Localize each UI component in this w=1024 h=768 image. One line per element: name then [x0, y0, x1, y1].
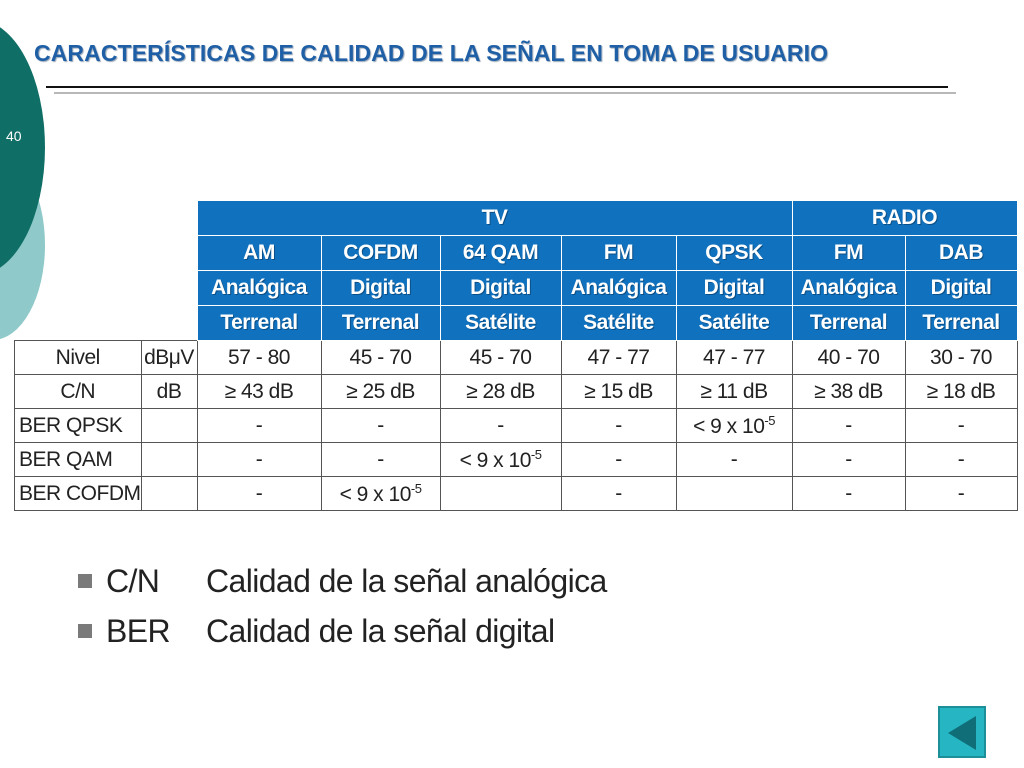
exponent: -5 — [530, 446, 542, 462]
table-row — [15, 443, 1018, 477]
table-cell: ≥ 11 dB — [676, 375, 792, 409]
table-cell: - — [905, 477, 1017, 511]
table-cell: ≥ 43 dB — [197, 375, 321, 409]
group-header-radio: RADIO — [792, 201, 1017, 236]
column-header-type: Analógica — [561, 271, 676, 306]
column-header-type: Digital — [676, 271, 792, 306]
table-cell-ber: < 9 x $10^{-5}$ — [440, 443, 561, 477]
table-cell: - — [676, 443, 792, 477]
legend-list — [78, 556, 607, 656]
column-header-medium: Satélite — [440, 306, 561, 341]
row-unit — [141, 443, 197, 477]
column-header-medium: Terrenal — [197, 306, 321, 341]
table-cell: - — [197, 409, 321, 443]
column-header-medium: Terrenal — [792, 306, 905, 341]
column-header-type: Digital — [321, 271, 440, 306]
table-cell: 40 - 70 — [792, 341, 905, 375]
table-cell: - — [321, 409, 440, 443]
slide-title: CARACTERÍSTICAS DE CALIDAD DE LA SEÑAL EN TOMA DE USUARIO — [34, 40, 829, 66]
table-cell: - — [197, 477, 321, 511]
row-unit — [141, 477, 197, 511]
table-cell: - — [792, 443, 905, 477]
column-header-standard: FM — [792, 236, 905, 271]
column-header-standard: QPSK — [676, 236, 792, 271]
table-cell: 47 - 77 — [676, 341, 792, 375]
table-cell: - — [440, 409, 561, 443]
column-header-standard: FM — [561, 236, 676, 271]
list-item — [78, 556, 607, 606]
table-row — [15, 341, 1018, 375]
row-label: Nivel — [15, 341, 142, 375]
group-header-tv: TV — [197, 201, 792, 236]
title-divider-shadow — [54, 92, 956, 94]
exponent: -5 — [410, 480, 422, 496]
exponent: -5 — [764, 412, 775, 428]
row-unit: dBμV — [141, 341, 197, 375]
table-cell: - — [561, 477, 676, 511]
column-header-medium: Satélite — [676, 306, 792, 341]
table-cell: - — [561, 443, 676, 477]
table-cell: ≥ 38 dB — [792, 375, 905, 409]
signal-quality-table — [14, 200, 1018, 511]
square-bullet-icon — [78, 574, 92, 588]
bullet-term: C/N — [106, 562, 160, 599]
table-cell-ber: < 9 x $10^{-5}$ — [321, 477, 440, 511]
column-header-medium: Satélite — [561, 306, 676, 341]
table-corner — [15, 201, 198, 236]
table-cell: - — [792, 409, 905, 443]
column-header-standard: COFDM — [321, 236, 440, 271]
title-divider — [46, 86, 948, 88]
table-cell: - — [561, 409, 676, 443]
list-item — [78, 606, 607, 656]
table-cell: 45 - 70 — [321, 341, 440, 375]
table-row — [15, 375, 1018, 409]
table-row — [15, 477, 1018, 511]
table-cell: 57 - 80 — [197, 341, 321, 375]
row-label: C/N — [15, 375, 142, 409]
row-unit: dB — [141, 375, 197, 409]
column-header-type: Analógica — [197, 271, 321, 306]
bullet-term: BER — [106, 612, 170, 649]
table-cell: - — [792, 477, 905, 511]
table-cell — [440, 477, 561, 511]
table-cell: - — [321, 443, 440, 477]
column-header-type: Analógica — [792, 271, 905, 306]
table-cell: ≥ 18 dB — [905, 375, 1017, 409]
table-cell: ≥ 25 dB — [321, 375, 440, 409]
column-header-medium: Terrenal — [905, 306, 1017, 341]
column-header-medium: Terrenal — [321, 306, 440, 341]
table-cell: 47 - 77 — [561, 341, 676, 375]
triangle-left-icon — [948, 716, 976, 750]
row-label: BER COFDM — [15, 477, 142, 511]
table-cell: - — [905, 409, 1017, 443]
row-unit — [141, 409, 197, 443]
column-header-type: Digital — [440, 271, 561, 306]
square-bullet-icon — [78, 624, 92, 638]
bullet-text: Calidad de la señal analógica — [206, 562, 607, 599]
back-button[interactable] — [938, 706, 986, 758]
table-cell: ≥ 28 dB — [440, 375, 561, 409]
bullet-text: Calidad de la señal digital — [206, 612, 555, 649]
table-cell: - — [197, 443, 321, 477]
table-cell-ber: < 9 x $10^{-5}$ — [676, 409, 792, 443]
column-header-type: Digital — [905, 271, 1017, 306]
table-cell: ≥ 15 dB — [561, 375, 676, 409]
table-cell: 45 - 70 — [440, 341, 561, 375]
slide-number: 40 — [6, 128, 22, 144]
table-cell: - — [905, 443, 1017, 477]
table-cell — [676, 477, 792, 511]
row-label: BER QAM — [15, 443, 142, 477]
table-cell: 30 - 70 — [905, 341, 1017, 375]
column-header-standard: DAB — [905, 236, 1017, 271]
column-header-standard: 64 QAM — [440, 236, 561, 271]
row-label: BER QPSK — [15, 409, 142, 443]
column-header-standard: AM — [197, 236, 321, 271]
table-row — [15, 409, 1018, 443]
